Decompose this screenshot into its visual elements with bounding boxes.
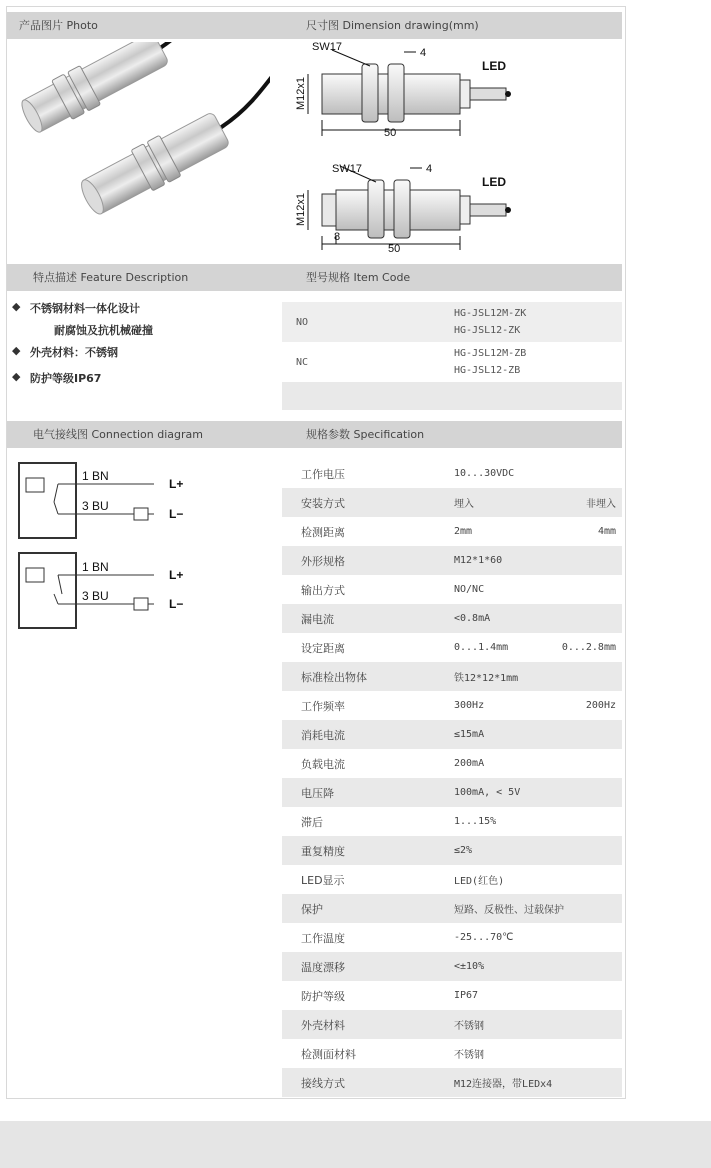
spec-label: 外形规格 <box>301 554 345 568</box>
item-code: HG-JSL12M-ZB <box>454 348 527 359</box>
spec-value: 0...1.4mm <box>454 642 509 653</box>
wiring-diagram-nc <box>19 553 183 628</box>
spec-value: ≤15mA <box>454 729 485 740</box>
spec-label: 输出方式 <box>301 583 345 597</box>
spec-row <box>282 807 622 836</box>
feature-text: 外壳材料：不锈钢 <box>30 346 118 359</box>
item-code-table <box>282 302 622 410</box>
spec-label: 接线方式 <box>301 1076 345 1090</box>
spec-label: 设定距离 <box>301 641 345 655</box>
dimension-view-2 <box>295 163 511 255</box>
spec-row <box>282 604 622 633</box>
dim-led-label-1: LED <box>482 59 506 73</box>
spec-row <box>282 923 622 952</box>
spec-value: ≤2% <box>454 845 473 856</box>
spec-row <box>282 749 622 778</box>
dim-extra-label-2: 8 <box>334 231 341 243</box>
spec-label: 负载电流 <box>301 757 345 771</box>
spec-label: 重复精度 <box>301 844 345 858</box>
spec-value: <0.8mA <box>454 613 491 624</box>
spec-row <box>282 894 622 923</box>
section-title-connection: 电气接线图 Connection diagram <box>33 428 203 441</box>
spec-label: 工作电压 <box>301 467 345 481</box>
spec-row <box>282 720 622 749</box>
feature-item <box>12 370 272 392</box>
section-title-photo: 产品图片 Photo <box>19 19 98 32</box>
spec-row <box>282 778 622 807</box>
item-code-row <box>282 342 622 382</box>
spec-value: 铁12*12*1mm <box>454 673 519 684</box>
spec-label: 防护等级 <box>301 989 345 1003</box>
product-photo <box>10 42 270 262</box>
spec-value-secondary: 4mm <box>597 526 616 537</box>
spec-row <box>282 952 622 981</box>
dim-length-label-1: 50 <box>384 127 397 139</box>
spec-value: 埋入 <box>454 499 474 510</box>
item-code-row <box>282 302 622 342</box>
spec-value: M12*1*60 <box>454 555 503 566</box>
spec-label: 检测面材料 <box>301 1047 356 1061</box>
spec-label: 检测距离 <box>301 525 345 539</box>
spec-label: 漏电流 <box>301 612 334 626</box>
spec-label: LED显示 <box>301 873 345 887</box>
spec-row <box>282 546 622 575</box>
spec-value: -25...70℃ <box>454 932 514 943</box>
dim-length-label-2: 50 <box>388 243 401 255</box>
spec-value: NO/NC <box>454 584 485 595</box>
section-header-photo <box>7 12 282 39</box>
spec-row <box>282 633 622 662</box>
wire-label-1bn-b: 1 BN <box>82 560 109 574</box>
section-title-item-code: 型号规格 Item Code <box>306 271 411 284</box>
feature-item <box>12 344 272 366</box>
specification-table <box>282 459 622 1097</box>
spec-row <box>282 865 622 894</box>
spec-label: 安装方式 <box>301 496 345 510</box>
spec-value: 2mm <box>454 526 473 537</box>
spec-value: 不锈钢 <box>454 1021 484 1032</box>
diamond-bullet-icon: ◆ <box>12 370 21 383</box>
wiring-diagram-no <box>19 463 183 538</box>
spec-label: 保护 <box>301 902 323 916</box>
spec-row <box>282 1068 622 1097</box>
spec-row <box>282 488 622 517</box>
section-title-specification: 规格参数 Specification <box>306 428 425 441</box>
spec-row <box>282 981 622 1010</box>
spec-value: M12连接器，带LEDx4 <box>454 1079 553 1090</box>
spec-row <box>282 575 622 604</box>
wire-label-3bu-b: 3 BU <box>82 589 109 603</box>
wire-label-3bu-a: 3 BU <box>82 499 109 513</box>
section-title-dimension: 尺寸图 Dimension drawing(mm) <box>306 19 479 32</box>
feature-text: 不锈钢材料一体化设计 <box>30 302 140 315</box>
spec-value: 1...15% <box>454 816 497 827</box>
spec-row <box>282 1039 622 1068</box>
section-header-connection <box>7 421 282 448</box>
item-code-blank-row <box>282 382 622 410</box>
spec-value: LED(红色) <box>454 876 505 887</box>
feature-list <box>12 300 272 392</box>
spec-label: 电压降 <box>301 786 334 800</box>
dim-nut-label-2: 4 <box>426 163 433 175</box>
spec-label: 外壳材料 <box>301 1018 345 1032</box>
spec-label: 消耗电流 <box>301 728 345 742</box>
spec-value-secondary: 非埋入 <box>586 499 616 510</box>
spec-label: 滞后 <box>301 815 323 829</box>
spec-value: <±10% <box>454 961 485 972</box>
section-header-feature <box>7 264 282 291</box>
terminal-plus-b: L+ <box>169 568 184 582</box>
item-code: HG-JSL12-ZK <box>454 325 521 336</box>
spec-value-secondary: 200Hz <box>585 700 616 711</box>
spec-row <box>282 459 622 488</box>
feature-text: 防护等级IP67 <box>30 372 102 385</box>
spec-value: 100mA, < 5V <box>454 787 521 798</box>
dim-sw-label-2: SW17 <box>332 163 362 175</box>
spec-value: 200mA <box>454 758 485 769</box>
diamond-bullet-icon: ◆ <box>12 300 21 313</box>
spec-value-secondary: 0...2.8mm <box>561 642 616 653</box>
section-title-feature: 特点描述 Feature Description <box>33 271 189 284</box>
spec-label: 温度漂移 <box>301 960 345 974</box>
wire-label-1bn-a: 1 BN <box>82 469 109 483</box>
feature-subtext: 耐腐蚀及抗机械碰撞 <box>54 324 153 337</box>
feature-item <box>12 300 272 322</box>
terminal-minus-b: L− <box>169 597 184 611</box>
terminal-plus-a: L+ <box>169 477 184 491</box>
dim-sw-label-1: SW17 <box>312 41 342 53</box>
dim-thread-label-1: M12x1 <box>295 76 307 110</box>
item-code-type: NO <box>296 316 309 328</box>
spec-value: 300Hz <box>454 700 485 711</box>
item-code-type: NC <box>296 356 309 368</box>
section-header-item-code <box>282 264 622 291</box>
spec-row <box>282 517 622 546</box>
section-header-specification <box>282 421 622 448</box>
item-code: HG-JSL12M-ZK <box>454 308 527 319</box>
spec-value: 10...30VDC <box>454 468 515 479</box>
footer-bar <box>0 1121 711 1168</box>
section-header-dimension <box>282 12 622 39</box>
spec-value: IP67 <box>454 990 479 1001</box>
spec-label: 标准检出物体 <box>301 670 367 684</box>
connection-diagram <box>14 458 204 633</box>
dimension-view-1 <box>295 41 511 139</box>
spec-label: 工作温度 <box>301 931 345 945</box>
spec-row <box>282 836 622 865</box>
dim-thread-label-2: M12x1 <box>295 192 307 226</box>
spec-row <box>282 662 622 691</box>
dim-led-label-2: LED <box>482 175 506 189</box>
diamond-bullet-icon: ◆ <box>12 344 21 357</box>
item-code: HG-JSL12-ZB <box>454 365 521 376</box>
dim-nut-label-1: 4 <box>420 47 427 59</box>
spec-row <box>282 1010 622 1039</box>
spec-row <box>282 691 622 720</box>
dimension-drawing <box>292 40 522 260</box>
terminal-minus-a: L− <box>169 507 184 521</box>
spec-value: 短路、反极性、过载保护 <box>454 905 564 916</box>
spec-value: 不锈钢 <box>454 1050 484 1061</box>
spec-label: 工作频率 <box>301 699 345 713</box>
